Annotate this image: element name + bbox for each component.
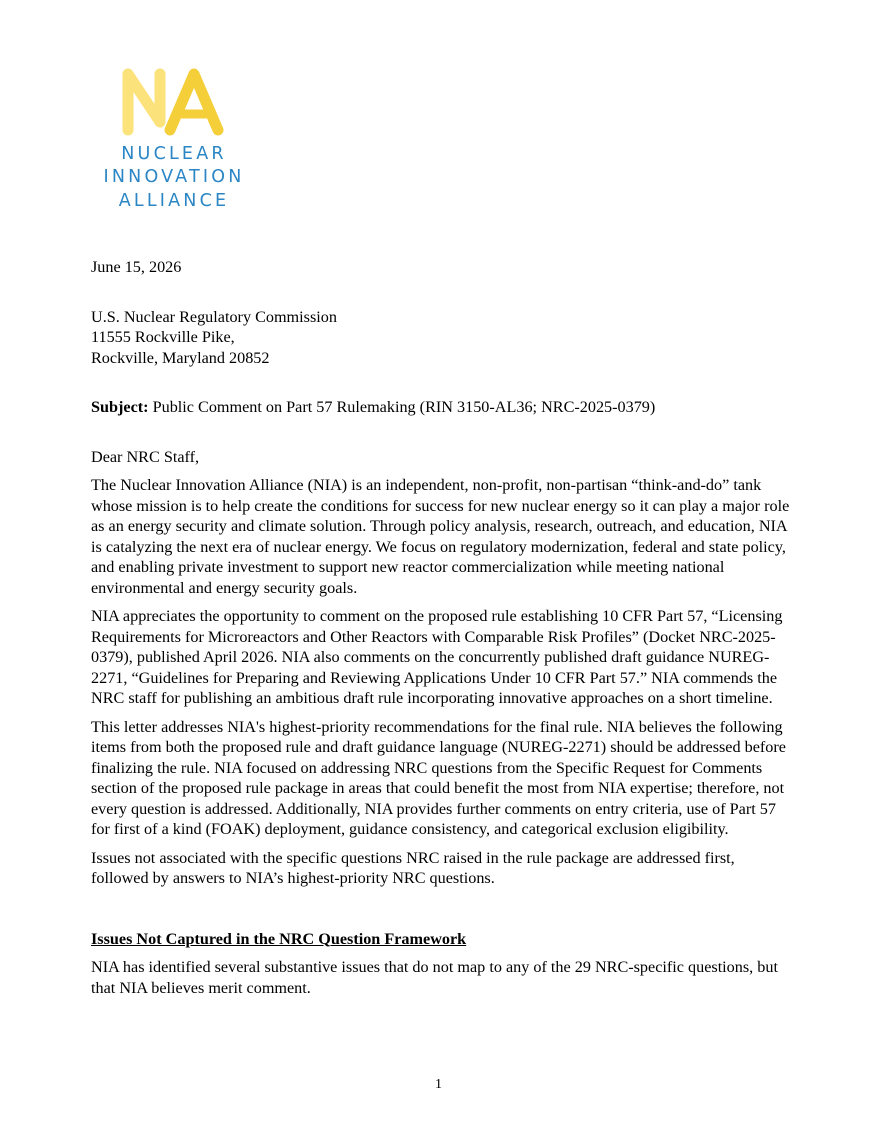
na-monogram-icon xyxy=(88,66,260,138)
letter-date: June 15, 2026 xyxy=(91,258,182,276)
subject-line xyxy=(91,397,791,418)
salutation: Dear NRC Staff, xyxy=(91,447,200,466)
letter-body xyxy=(91,257,791,1006)
subject-text: Public Comment on Part 57 Rulemaking (RIN 3150-AL36; NRC-2025-0379) xyxy=(148,398,656,416)
paragraph-organization: Issues not associated with the specific questions NRC raised in the rule package are addressed first, followed by answers to NIA’s highest-priority NRC questions. xyxy=(91,848,735,887)
address-line-1: U.S. Nuclear Regulatory Commission xyxy=(91,307,337,326)
section-heading: Issues Not Captured in the NRC Question Framework xyxy=(91,929,467,948)
paragraph-appreciation: NIA appreciates the opportunity to comment on the proposed rule establishing 10 CFR Part 57, “Licensing Requirements for Microreactors and Other Reactors with Comparable Risk Profiles” (Docket NRC-2025-0379), published April 2026. NIA also comments on the concurrently published draft guidance NUREG-2271, “Guidelines for Preparing and Reviewing Applications Under 10 CFR Part 57.” NIA commends the NRC staff for publishing an ambitious draft rule incorporating innovative approaches on a short timeline. xyxy=(91,607,783,707)
section-paragraph: NIA has identified several substantive issues that do not map to any of the 29 NRC-specific questions, but that NIA believes merit comment. xyxy=(91,958,778,997)
paragraph-scope: This letter addresses NIA's highest-priority recommendations for the final rule. NIA believes the following items from both the proposed rule and draft guidance language (NUREG-2271) should be addressed before finalizing the rule. NIA focused on addressing NRC questions from the Specific Request for Comments section of the proposed rule package in areas that could benefit the most from NIA expertise; therefore, not every question is addressed. Additionally, NIA provides further comments on entry criteria, use of Part 57 for first of a kind (FOAK) deployment, guidance consistency, and categorical exclusion eligibility. xyxy=(91,717,786,838)
logo-text-alliance: ALLIANCE xyxy=(118,191,230,211)
address-line-2: 11555 Rockville Pike, xyxy=(91,328,235,346)
address-line-3: Rockville, Maryland 20852 xyxy=(91,348,270,367)
logo-text-innovation: INNOVATION xyxy=(103,167,245,187)
logo-text-nuclear: NUCLEAR xyxy=(121,144,227,164)
nia-logo xyxy=(88,66,260,216)
subject-label: Subject: xyxy=(91,398,149,416)
paragraph-intro: The Nuclear Innovation Alliance (NIA) is an independent, non-profit, non-partisan “think-and-do” tank whose mission is to help create the conditions for success for new nuclear energy so it can play a major role as an energy security and climate solution. Through policy analysis, research, outreach, and education, NIA is catalyzing the next era of nuclear energy. We focus on regulatory modernization, federal and state policy, and enabling private investment to support new reactor commercialization while meeting national environmental and energy security goals. xyxy=(91,476,790,597)
recipient-address xyxy=(91,307,791,369)
page-number: 1 xyxy=(435,1077,442,1092)
